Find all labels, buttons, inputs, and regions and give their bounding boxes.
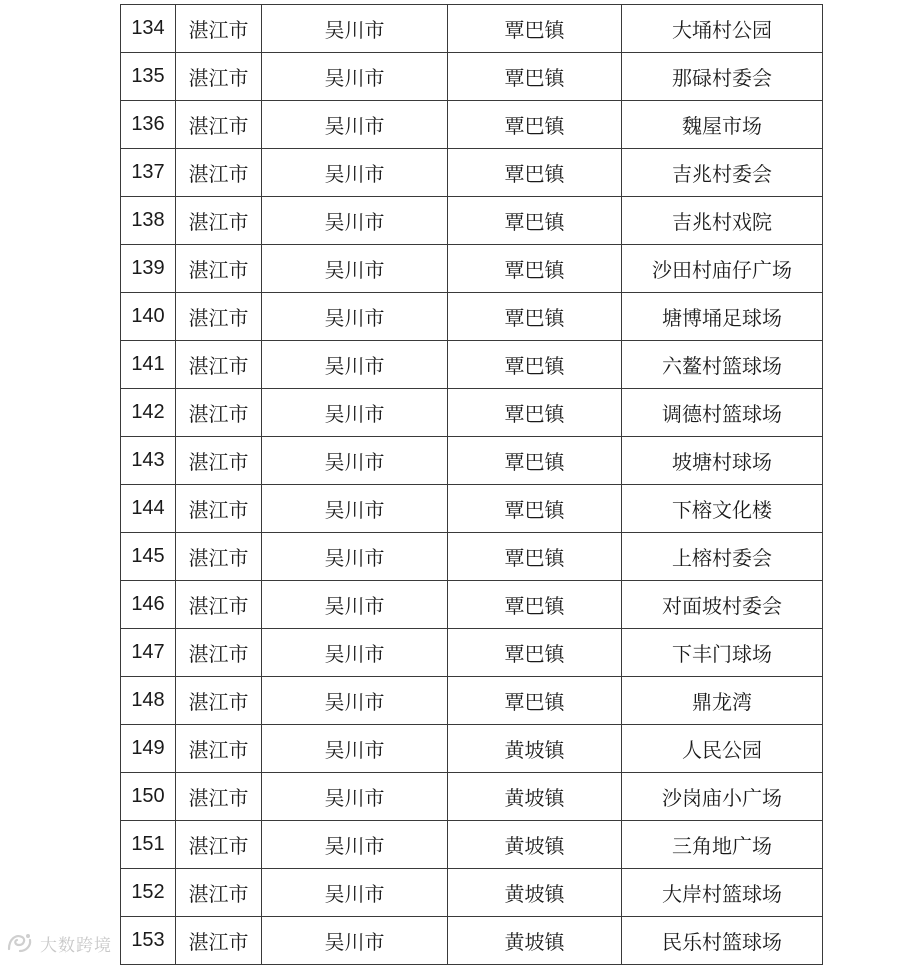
- town-cell: 覃巴镇: [448, 53, 622, 101]
- table-row: [121, 149, 823, 197]
- county-cell: 吴川市: [262, 149, 448, 197]
- county-cell: 吴川市: [262, 485, 448, 533]
- table-row: [121, 629, 823, 677]
- row-number: 151: [121, 821, 176, 869]
- table-row: [121, 725, 823, 773]
- town-cell: 覃巴镇: [448, 677, 622, 725]
- site-cell: 大埇村公园: [622, 5, 823, 53]
- city-cell: 湛江市: [176, 581, 262, 629]
- town-cell: 覃巴镇: [448, 197, 622, 245]
- row-number: 142: [121, 389, 176, 437]
- county-cell: 吴川市: [262, 917, 448, 965]
- row-number: 134: [121, 5, 176, 53]
- town-cell: 覃巴镇: [448, 629, 622, 677]
- city-cell: 湛江市: [176, 821, 262, 869]
- table-row: [121, 5, 823, 53]
- row-number: 147: [121, 629, 176, 677]
- site-cell: 六鳌村篮球场: [622, 341, 823, 389]
- city-cell: 湛江市: [176, 677, 262, 725]
- county-cell: 吴川市: [262, 773, 448, 821]
- town-cell: 覃巴镇: [448, 581, 622, 629]
- row-number: 137: [121, 149, 176, 197]
- table-row: [121, 485, 823, 533]
- row-number: 139: [121, 245, 176, 293]
- city-cell: 湛江市: [176, 293, 262, 341]
- site-cell: 塘博埇足球场: [622, 293, 823, 341]
- county-cell: 吴川市: [262, 869, 448, 917]
- table-row: [121, 197, 823, 245]
- county-cell: 吴川市: [262, 389, 448, 437]
- county-cell: 吴川市: [262, 197, 448, 245]
- row-number: 140: [121, 293, 176, 341]
- site-cell: 那碌村委会: [622, 53, 823, 101]
- sites-table: [120, 4, 823, 965]
- table-row: [121, 245, 823, 293]
- city-cell: 湛江市: [176, 485, 262, 533]
- table-row: [121, 293, 823, 341]
- town-cell: 覃巴镇: [448, 533, 622, 581]
- town-cell: 覃巴镇: [448, 389, 622, 437]
- site-cell: 民乐村篮球场: [622, 917, 823, 965]
- city-cell: 湛江市: [176, 149, 262, 197]
- town-cell: 覃巴镇: [448, 437, 622, 485]
- city-cell: 湛江市: [176, 389, 262, 437]
- county-cell: 吴川市: [262, 437, 448, 485]
- site-cell: 沙田村庙仔广场: [622, 245, 823, 293]
- row-number: 144: [121, 485, 176, 533]
- site-cell: 对面坡村委会: [622, 581, 823, 629]
- city-cell: 湛江市: [176, 773, 262, 821]
- site-cell: 吉兆村戏院: [622, 197, 823, 245]
- city-cell: 湛江市: [176, 725, 262, 773]
- city-cell: 湛江市: [176, 245, 262, 293]
- brand-logo-icon: [6, 931, 34, 955]
- site-cell: 调德村篮球场: [622, 389, 823, 437]
- county-cell: 吴川市: [262, 533, 448, 581]
- city-cell: 湛江市: [176, 437, 262, 485]
- table-row: [121, 101, 823, 149]
- town-cell: 黄坡镇: [448, 773, 622, 821]
- county-cell: 吴川市: [262, 725, 448, 773]
- site-cell: 上榕村委会: [622, 533, 823, 581]
- town-cell: 覃巴镇: [448, 5, 622, 53]
- site-cell: 吉兆村委会: [622, 149, 823, 197]
- row-number: 135: [121, 53, 176, 101]
- county-cell: 吴川市: [262, 53, 448, 101]
- city-cell: 湛江市: [176, 533, 262, 581]
- row-number: 150: [121, 773, 176, 821]
- town-cell: 黄坡镇: [448, 869, 622, 917]
- county-cell: 吴川市: [262, 677, 448, 725]
- site-cell: 下丰门球场: [622, 629, 823, 677]
- city-cell: 湛江市: [176, 5, 262, 53]
- city-cell: 湛江市: [176, 341, 262, 389]
- town-cell: 覃巴镇: [448, 101, 622, 149]
- table-row: [121, 581, 823, 629]
- site-cell: 三角地广场: [622, 821, 823, 869]
- site-cell: 鼎龙湾: [622, 677, 823, 725]
- row-number: 152: [121, 869, 176, 917]
- site-cell: 人民公园: [622, 725, 823, 773]
- row-number: 136: [121, 101, 176, 149]
- row-number: 149: [121, 725, 176, 773]
- city-cell: 湛江市: [176, 53, 262, 101]
- county-cell: 吴川市: [262, 101, 448, 149]
- table-row: [121, 917, 823, 965]
- county-cell: 吴川市: [262, 341, 448, 389]
- town-cell: 覃巴镇: [448, 293, 622, 341]
- table-row: [121, 533, 823, 581]
- table-row: [121, 869, 823, 917]
- table-row: [121, 821, 823, 869]
- watermark-text: 大数跨境: [40, 935, 112, 956]
- row-number: 138: [121, 197, 176, 245]
- row-number: 141: [121, 341, 176, 389]
- watermark: [6, 928, 112, 958]
- city-cell: 湛江市: [176, 629, 262, 677]
- table-row: [121, 773, 823, 821]
- city-cell: 湛江市: [176, 197, 262, 245]
- site-cell: 沙岗庙小广场: [622, 773, 823, 821]
- row-number: 143: [121, 437, 176, 485]
- table-row: [121, 389, 823, 437]
- site-cell: 下榕文化楼: [622, 485, 823, 533]
- sites-table-container: [120, 4, 822, 965]
- sites-table-body: [121, 5, 823, 965]
- county-cell: 吴川市: [262, 5, 448, 53]
- town-cell: 黄坡镇: [448, 725, 622, 773]
- county-cell: 吴川市: [262, 293, 448, 341]
- county-cell: 吴川市: [262, 821, 448, 869]
- town-cell: 黄坡镇: [448, 917, 622, 965]
- town-cell: 覃巴镇: [448, 149, 622, 197]
- row-number: 148: [121, 677, 176, 725]
- site-cell: 坡塘村球场: [622, 437, 823, 485]
- town-cell: 黄坡镇: [448, 821, 622, 869]
- county-cell: 吴川市: [262, 581, 448, 629]
- county-cell: 吴川市: [262, 245, 448, 293]
- table-row: [121, 53, 823, 101]
- table-row: [121, 341, 823, 389]
- county-cell: 吴川市: [262, 629, 448, 677]
- row-number: 146: [121, 581, 176, 629]
- town-cell: 覃巴镇: [448, 341, 622, 389]
- row-number: 145: [121, 533, 176, 581]
- town-cell: 覃巴镇: [448, 485, 622, 533]
- table-row: [121, 677, 823, 725]
- city-cell: 湛江市: [176, 869, 262, 917]
- row-number: 153: [121, 917, 176, 965]
- city-cell: 湛江市: [176, 101, 262, 149]
- table-row: [121, 437, 823, 485]
- town-cell: 覃巴镇: [448, 245, 622, 293]
- site-cell: 大岸村篮球场: [622, 869, 823, 917]
- site-cell: 魏屋市场: [622, 101, 823, 149]
- city-cell: 湛江市: [176, 917, 262, 965]
